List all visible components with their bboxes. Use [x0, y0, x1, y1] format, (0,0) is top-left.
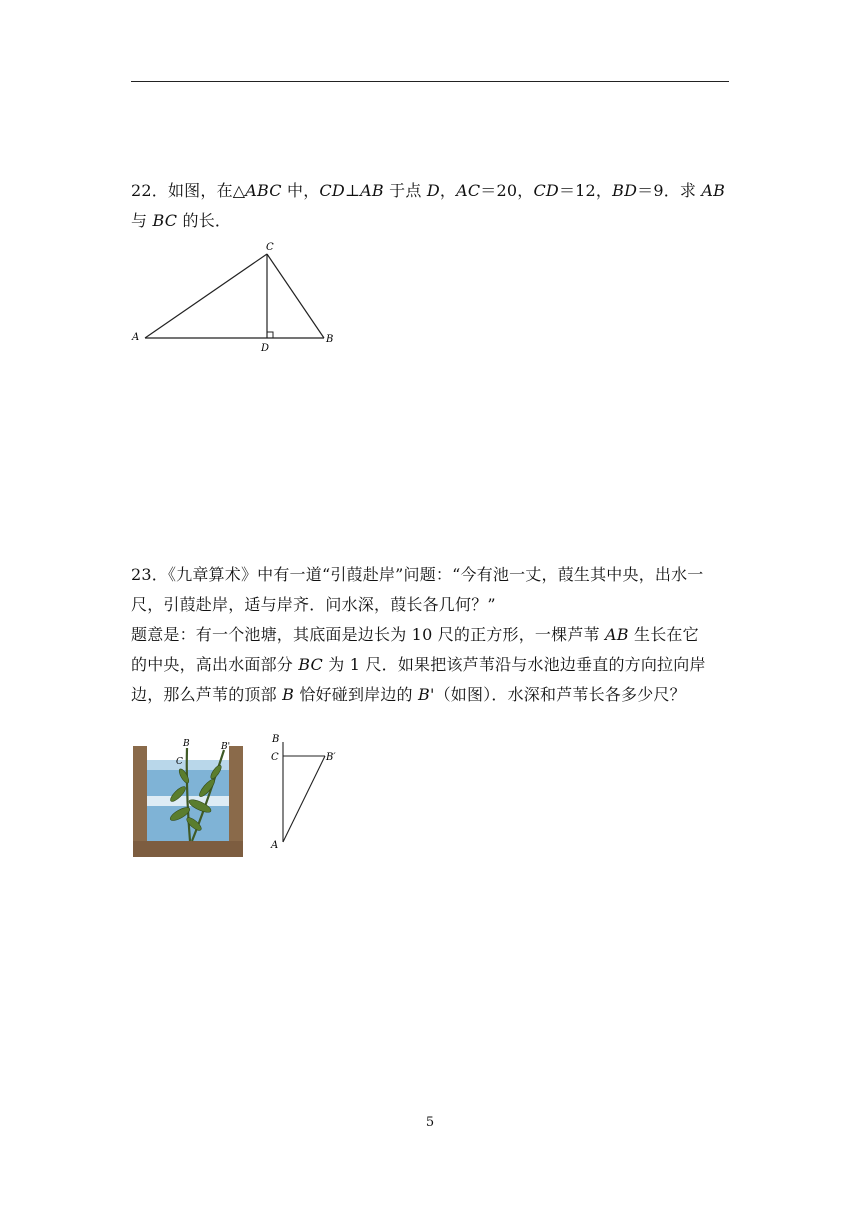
- diagram-label-b: B: [272, 734, 280, 745]
- q23-line-1: 23．《九章算术》中有一道“引葭赴岸”问题：“今有池一丈，葭生其中央，出水一: [131, 565, 704, 584]
- q22-line-1: 22．如图，在△ABC 中，CD⊥AB 于点 D，AC＝20，CD＝12，BD＝9．求 AB: [131, 181, 726, 200]
- photo-label-b: B: [183, 739, 190, 749]
- pond-reed-illustration: [132, 736, 244, 858]
- triangle-abc-figure: [126, 238, 346, 356]
- label-b: B: [326, 334, 334, 345]
- side-cb: [267, 254, 324, 338]
- page-number: 5: [425, 1115, 435, 1130]
- q23-line-5: 边，那么芦苇的顶部 B 恰好碰到岸边的 B'（如图）．水深和芦苇长各多少尺？: [131, 685, 686, 704]
- reed-right-triangle-figure: [266, 730, 346, 854]
- side-ac: [145, 254, 267, 338]
- diagram-label-b-prime: B′: [326, 752, 336, 763]
- q22-line-2: 与 BC 的长．: [131, 211, 232, 230]
- pond-bottom: [133, 841, 243, 857]
- label-c: C: [266, 242, 274, 253]
- pond-left-wall: [133, 746, 147, 857]
- diagram-label-a: A: [271, 840, 279, 851]
- photo-label-b-prime: B': [221, 742, 231, 752]
- q23-line-3: 题意是：有一个池塘，其底面是边长为 10 尺的正方形，一棵芦苇 AB 生长在它: [131, 625, 699, 644]
- q23-line-2: 尺，引葭赴岸，适与岸齐．问水深，葭长各几何？”: [131, 595, 496, 614]
- diagram-label-c: C: [271, 752, 279, 763]
- header-rule: [131, 81, 729, 82]
- segment-ab-prime: [283, 756, 325, 842]
- question-23-text: [131, 560, 731, 710]
- label-a: A: [132, 332, 140, 343]
- right-angle-mark: [267, 332, 273, 338]
- label-d: D: [261, 343, 270, 354]
- q23-line-4: 的中央，高出水面部分 BC 为 1 尺．如果把该芦苇沿与水池边垂直的方向拉向岸: [131, 655, 706, 674]
- question-22-text: [131, 176, 731, 236]
- pond-right-wall: [229, 746, 243, 857]
- photo-label-c: C: [176, 757, 183, 767]
